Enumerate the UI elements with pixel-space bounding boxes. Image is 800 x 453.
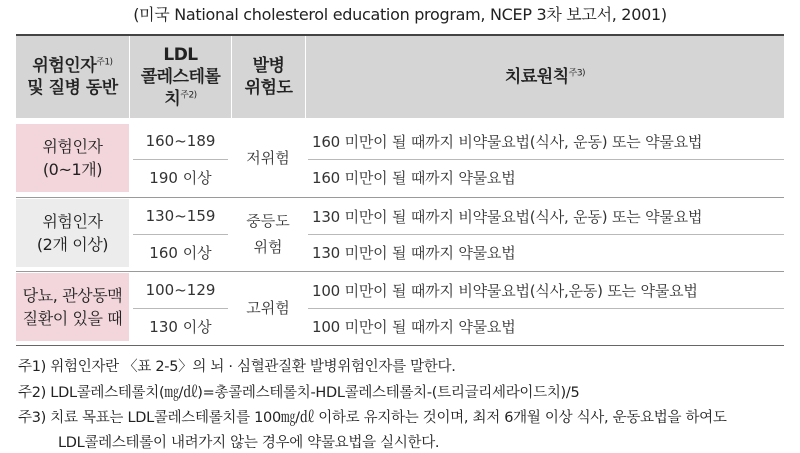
group1-risk-level (232, 124, 304, 192)
group2-row-divider (308, 234, 784, 235)
group2-row2-treatment: 130 미만이 될 때까지 약물요법 (312, 243, 516, 262)
group1-risk-factor-cell (16, 124, 129, 192)
group3-row1-treatment: 100 미만이 될 때까지 비약물요법(식사,운동) 또는 약물요법 (312, 281, 698, 300)
header-ldl-footnote: 주2) (180, 90, 197, 101)
header-risk-line2: 위험도 (244, 78, 293, 98)
footnote-1: 주1) 위험인자란 〈표 2-5〉의 뇌 · 심혈관질환 발병위험인자를 말한다. (18, 359, 456, 375)
header-ldl (130, 36, 231, 118)
group2-factor-line2: (2개 이상) (36, 235, 109, 254)
footnote-3-continued: LDL콜레스테롤이 내려가지 않는 경우에 약물요법을 실시한다. (58, 435, 440, 451)
group1-factor-line1: 위험인자 (42, 137, 103, 156)
group2-row2-ldl: 160 이상 (149, 243, 212, 262)
group3-factor-line2: 질환이 있을 때 (22, 309, 123, 328)
header-risk-factor-label: 위험인자 (32, 56, 97, 76)
group1-risk-line1: 저위험 (246, 149, 290, 167)
group3-risk-line1: 고위험 (246, 299, 290, 317)
group1-row-divider (308, 159, 784, 160)
group3-row-divider (133, 308, 228, 309)
header-ldl-line3: 치 (164, 89, 181, 109)
group1-row2-ldl: 190 이상 (149, 168, 212, 187)
header-divider (305, 36, 306, 118)
group3-factor-line1: 당뇨, 관상동맥 (22, 286, 123, 305)
header-risk-factor (16, 36, 129, 118)
group3-row-divider (308, 308, 784, 309)
group3-risk-level (232, 273, 304, 343)
group2-row1-treatment: 130 미만이 될 때까지 비약물요법(식사, 운동) 또는 약물요법 (312, 207, 703, 226)
group3-row2-treatment: 100 미만이 될 때까지 약물요법 (312, 317, 516, 336)
header-risk-factor-footnote: 주1) (96, 57, 113, 68)
group2-risk-level (232, 199, 304, 269)
group2-factor-line1: 위험인자 (42, 212, 103, 231)
group2-risk-line2: 위험 (253, 238, 283, 256)
group1-row2-treatment: 160 미만이 될 때까지 약물요법 (312, 168, 516, 187)
table-bottom-rule (16, 345, 784, 346)
group-divider (16, 197, 784, 198)
header-ldl-line1: LDL (163, 45, 198, 65)
group1-row1-ldl: 160~189 (145, 132, 216, 150)
group3-row1-ldl: 100~129 (145, 281, 216, 299)
header-risk-line1: 발병 (252, 56, 285, 76)
group1-row1-treatment: 160 미만이 될 때까지 비약물요법(식사, 운동) 또는 약물요법 (312, 132, 703, 151)
header-treatment (306, 36, 784, 118)
group2-risk-line1: 중등도 (246, 212, 290, 230)
header-ldl-line2: 콜레스테롤 (140, 67, 221, 87)
group2-row-divider (133, 234, 228, 235)
footnote-2: 주2) LDL콜레스테롤치(㎎/㎗)=총콜레스테롤치-HDL콜레스테롤치-(트리글리세라이드치)/5 (18, 385, 580, 401)
header-treatment-label: 치료원칙 (504, 67, 569, 87)
table-caption: (미국 National cholesterol education program, NCEP 3차 보고서, 2001) (133, 5, 667, 24)
group2-row1-ldl: 130~159 (145, 207, 216, 225)
header-divider (129, 36, 130, 118)
group1-factor-line2: (0~1개) (42, 160, 103, 179)
group1-row-divider (133, 159, 228, 160)
header-risk-level (232, 36, 305, 118)
group-divider (16, 271, 784, 272)
header-divider (231, 36, 232, 118)
header-treatment-footnote: 주3) (568, 68, 586, 79)
group3-risk-factor-cell (16, 273, 129, 341)
group3-row2-ldl: 130 이상 (149, 317, 212, 336)
header-risk-factor-line2: 및 질병 동반 (27, 78, 118, 98)
footnote-3: 주3) 치료 목표는 LDL콜레스테롤치를 100㎎/㎗ 이하로 유지하는 것이며, 최저 6개월 이상 식사, 운동요법을 하여도 (18, 410, 727, 426)
group2-risk-factor-cell (16, 199, 129, 267)
